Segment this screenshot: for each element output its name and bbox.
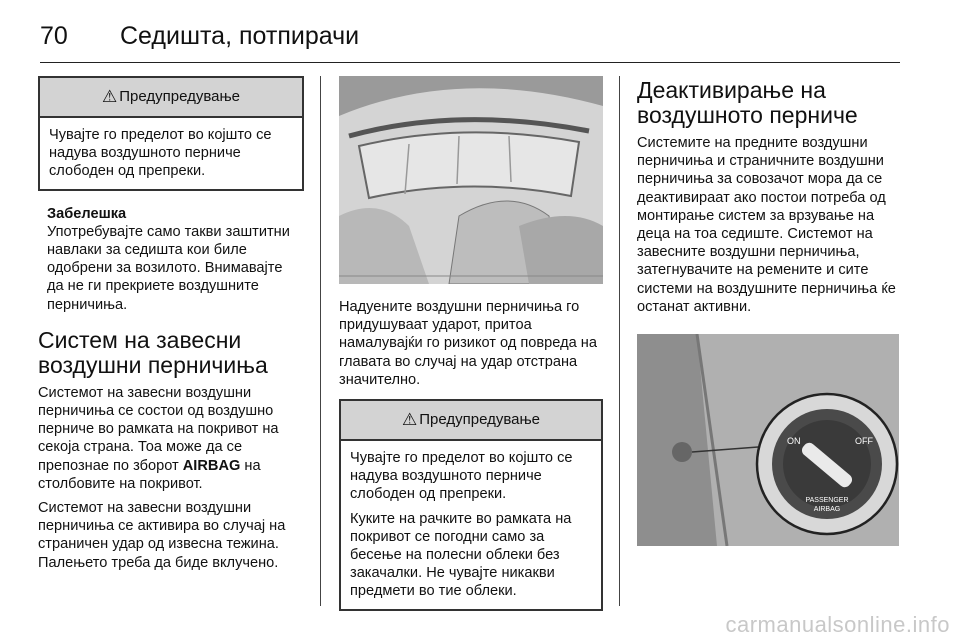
column-1 (38, 76, 304, 578)
warning-header (341, 401, 601, 441)
watermark: carmanualsonline.info (725, 612, 950, 637)
section-title: Систем на завесни воздушни перничиња (38, 326, 268, 378)
airbag-switch-illustration (637, 334, 899, 546)
warning-box (339, 399, 603, 611)
warning-text: Чувајте го пределот во којшто се надува воздушното перниче слободен од препреки. (350, 450, 573, 503)
switch-label-airbag: AIRBAG (813, 506, 841, 514)
paragraph: Системот на завесни воздушни перничиња се активира во случај на страничен удар од извесна тежина. Палењето треба да биде вклучено. (38, 500, 286, 571)
airbag-word: AIRBAG (182, 457, 241, 474)
warning-text: Куките на рачките во рамката на покривот се погодни само за бесење на полесни облеки без закачалки. Не чувајте никакви предмети во тие облеки. (350, 510, 572, 600)
paragraph: Системите на предните воздушни перничиња и страничните воздушни перничиња за совозачот мора да се деактивираат ако постои потреба од монтирање систем за врзување на деца на тоа седиште. Системот на завесните воздушни перничиња, затегнувачите на ремените и сите системи на воздушните перничиња ќе останат активни. (637, 135, 896, 315)
note-text: Употребувајте само такви заштитни навлаки за седишта кои биле одобрени за возилото. Внимавајте да не ги прекриете воздушните перничиња. (47, 223, 290, 313)
warning-body (40, 118, 302, 189)
warning-header (40, 78, 302, 118)
paragraph: Системот на завесни воздушни перничиња се состои од воздушно перниче во рамката на покривот на секоја страна. Тоа може да се препознае по зборот AIRBAG на столбовите на покривот. (38, 384, 279, 492)
page-title: Седишта, потпирачи (120, 22, 360, 50)
switch-off-label: OFF (855, 436, 873, 447)
warning-box (38, 76, 304, 191)
switch-on-label: ON (787, 436, 801, 447)
column-3 (637, 76, 902, 546)
column-2 (339, 76, 603, 611)
illustration-caption: Надуените воздушни перничиња го придушуваат ударот, притоа намалувајќи го ризикот од повреда на главата во случај на удар отстрана значително. (339, 299, 597, 388)
column-divider-2 (619, 76, 620, 606)
curtain-airbag-illustration (339, 76, 603, 284)
switch-label-passenger: PASSENGER (805, 497, 849, 505)
warning-body (341, 441, 601, 609)
warning-triangle-icon: ⚠ (101, 86, 118, 106)
section-title: Деактивирање на воздушното перниче (637, 77, 858, 128)
warning-title: Предупредување (119, 87, 241, 105)
warning-triangle-icon: ⚠ (401, 409, 418, 429)
warning-text: Чувајте го пределот во којшто се надува воздушното перниче слободен од препреки. (49, 127, 272, 180)
warning-title: Предупредување (419, 410, 541, 428)
page-number: 70 (40, 22, 68, 50)
note-title: Забелешка (47, 205, 127, 222)
column-divider-1 (320, 76, 321, 606)
header-rule (40, 62, 900, 63)
note (38, 205, 304, 314)
